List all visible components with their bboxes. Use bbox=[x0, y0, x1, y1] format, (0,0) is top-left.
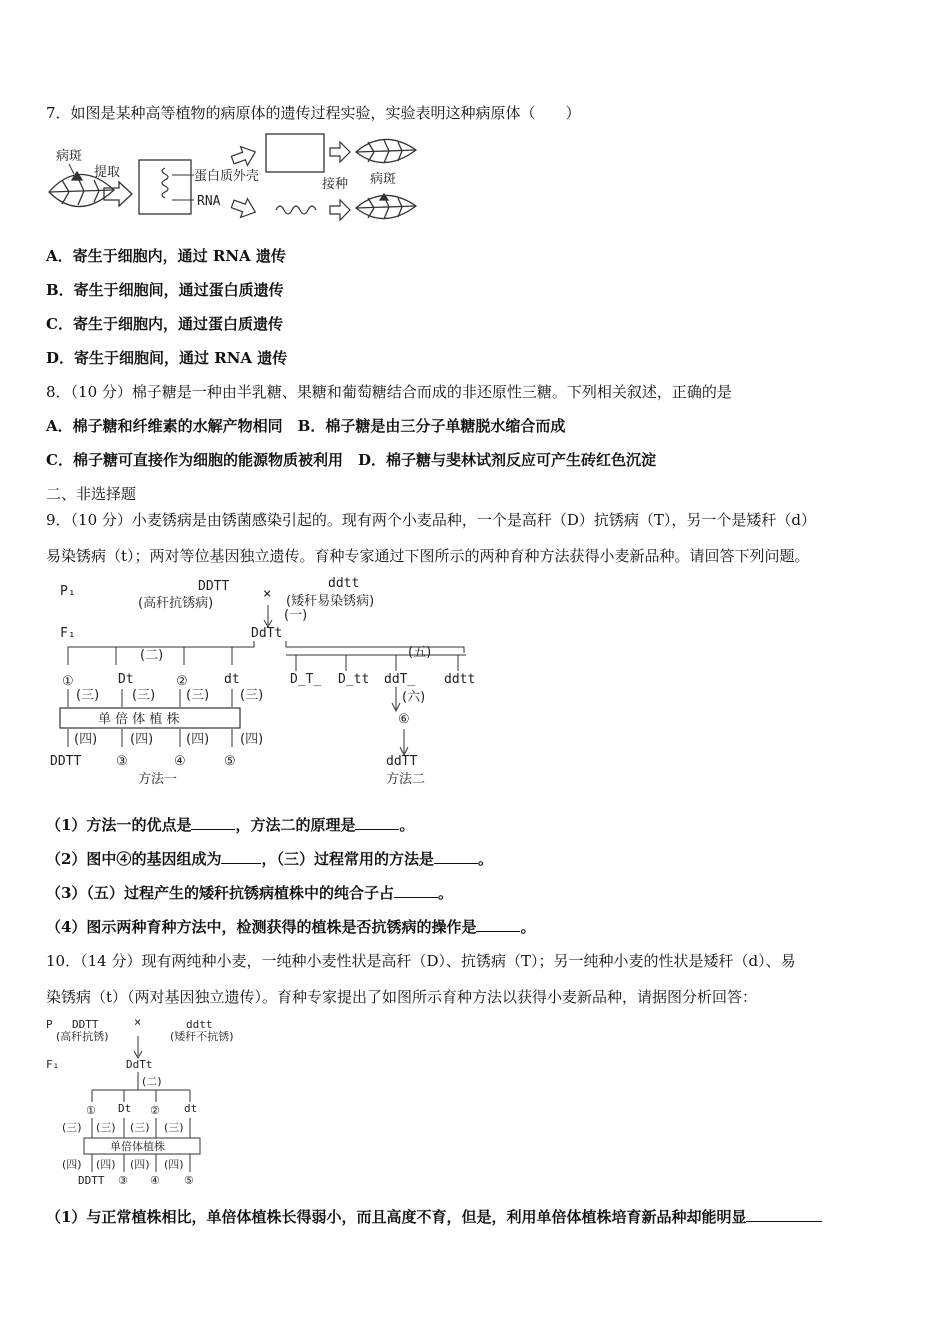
q10-p-label: P bbox=[46, 1018, 53, 1031]
q9-step4-d: (四) bbox=[240, 732, 264, 747]
q10-parent1-desc: (高秆抗锈) bbox=[56, 1030, 109, 1043]
q7-option-c[interactable]: C．寄生于细胞内，通过蛋白质遗传 bbox=[46, 315, 283, 333]
q9-f2-4: ddtt bbox=[444, 672, 476, 687]
q10-haploid-label: 单倍体植株 bbox=[110, 1140, 165, 1153]
q9-f2-2: D_tt bbox=[338, 672, 370, 687]
q9-part2-text-c: 。 bbox=[477, 850, 493, 868]
q9-part2-blank2[interactable] bbox=[434, 863, 478, 864]
q9-six: ⑥ bbox=[398, 712, 410, 727]
q9-parent2: ddtt bbox=[328, 576, 360, 591]
q9-step3-b: (三) bbox=[132, 688, 156, 703]
q9-part4-text-a: （4）图示两种育种方法中，检测获得的植株是否抗锈病的操作是 bbox=[46, 918, 477, 936]
q9-step1: (一) bbox=[284, 608, 308, 623]
q9-part4 bbox=[46, 916, 535, 937]
q10-step3-c: (三) bbox=[130, 1121, 150, 1134]
q9-step6: (六) bbox=[402, 690, 426, 705]
healthy-leaf-right bbox=[356, 139, 416, 163]
q10-step4-b: (四) bbox=[96, 1158, 116, 1171]
q9-parent2-desc: (矮秆易染锈病) bbox=[286, 594, 375, 609]
label-rna: RNA bbox=[197, 194, 221, 209]
q9-figure bbox=[46, 575, 486, 795]
q10-gamete-2: Dt bbox=[118, 1102, 132, 1115]
q9-result-3: ④ bbox=[174, 754, 186, 769]
q9-cross: × bbox=[263, 586, 272, 602]
diseased-leaf-right bbox=[356, 194, 416, 219]
q10-stem-line1: 10．（14 分）现有两纯种小麦，一纯种小麦性状是高秆（D）、抗锈病（T）；另一纯种小麦的性状是矮秆（d）、易 bbox=[46, 952, 796, 970]
q9-f1: DdTt bbox=[251, 626, 283, 641]
q7-stem: 7．如图是某种高等植物的病原体的遗传过程实验，实验表明这种病原体（ ） bbox=[46, 104, 581, 122]
q9-stem-line2: 易染锈病（t）；两对等位基因独立遗传。育种专家通过下图所示的两种育种方法获得小麦新品种。请回答下列问题。 bbox=[46, 547, 810, 565]
q9-parent1: DDTT bbox=[198, 579, 230, 594]
q10-step3-b: (三) bbox=[96, 1121, 116, 1134]
q9-part4-blank[interactable] bbox=[476, 931, 520, 932]
q7-option-d[interactable]: D．寄生于细胞间，通过 RNA 遗传 bbox=[46, 349, 288, 367]
q9-step2: (二) bbox=[140, 648, 164, 663]
q9-p-label: P₁ bbox=[60, 584, 76, 599]
q7-option-b[interactable]: B．寄生于细胞间，通过蛋白质遗传 bbox=[46, 281, 284, 299]
q9-method2: 方法二 bbox=[386, 772, 426, 787]
q10-part1-blank[interactable] bbox=[746, 1221, 822, 1222]
q9-step4-b: (四) bbox=[130, 732, 154, 747]
label-extract: 提取 bbox=[94, 165, 121, 180]
q9-f2-1: D_T_ bbox=[290, 672, 322, 687]
q9-gamete-2: Dt bbox=[118, 672, 134, 687]
q10-f1: DdTt bbox=[126, 1058, 153, 1071]
q10-cross: × bbox=[134, 1015, 142, 1029]
q10-parent2: ddtt bbox=[186, 1018, 213, 1031]
q9-part3-text-a: （3）（五）过程产生的矮秆抗锈病植株中的纯合子占 bbox=[46, 884, 394, 902]
q9-step4-c: (四) bbox=[186, 732, 210, 747]
q9-result-1: DDTT bbox=[50, 754, 82, 769]
q8-options-row1[interactable]: A．棉子糖和纤维素的水解产物相同 B．棉子糖是由三分子单糖脱水缩合而成 bbox=[46, 417, 566, 435]
q9-result-4: ⑤ bbox=[224, 754, 236, 769]
q9-result-2: ③ bbox=[116, 754, 128, 769]
q10-stem-line2: 染锈病（t）（两对基因独立遗传）。育种专家提出了如图所示育种方法以获得小麦新品种，请据图分析回答： bbox=[46, 988, 758, 1006]
q9-gamete-4: dt bbox=[224, 672, 240, 687]
q9-part1-blank2[interactable] bbox=[355, 829, 399, 830]
q9-final: ddTT bbox=[386, 754, 418, 769]
q10-gamete-1: ① bbox=[86, 1104, 96, 1117]
q9-part1-text-b: ，方法二的原理是 bbox=[235, 816, 356, 834]
q9-step3-c: (三) bbox=[186, 688, 210, 703]
q9-part2-text-b: ，（三）过程常用的方法是 bbox=[261, 850, 434, 868]
q9-parent1-desc: (高秆抗锈病) bbox=[138, 596, 214, 611]
q10-gamete-3: ② bbox=[150, 1104, 160, 1117]
label-spot-left: 病斑 bbox=[56, 149, 83, 164]
q9-f2-3: ddT_ bbox=[384, 672, 416, 687]
q10-step4-a: (四) bbox=[62, 1158, 82, 1171]
q10-result-2: ③ bbox=[118, 1174, 128, 1187]
q9-part1 bbox=[46, 814, 414, 835]
q9-part1-text-a: （1）方法一的优点是 bbox=[46, 816, 192, 834]
label-protein: 蛋白质外壳 bbox=[194, 169, 260, 184]
q10-part1-text: （1）与正常植株相比，单倍体植株长得弱小，而且高度不育，但是，利用单倍体植株培育新品种却能明显 bbox=[46, 1208, 747, 1226]
q9-step3-a: (三) bbox=[76, 688, 100, 703]
q9-f-label: F₁ bbox=[60, 626, 76, 641]
q10-step3-a: (三) bbox=[62, 1121, 82, 1134]
q9-method1: 方法一 bbox=[138, 772, 178, 787]
q9-step4-a: (四) bbox=[74, 732, 98, 747]
q10-parent2-desc: (矮秆不抗锈) bbox=[170, 1030, 234, 1043]
q10-gamete-4: dt bbox=[184, 1102, 198, 1115]
q9-part2-blank1[interactable] bbox=[221, 863, 261, 864]
q9-part3 bbox=[46, 882, 453, 903]
q10-parent1: DDTT bbox=[72, 1018, 99, 1031]
q9-stem-line1: 9．（10 分）小麦锈病是由锈菌感染引起的。现有两个小麦品种，一个是高秆（D）抗锈病（T），另一个是矮秆（d） bbox=[46, 511, 817, 529]
q9-gamete-1: ① bbox=[62, 674, 74, 689]
q9-part3-text-b: 。 bbox=[437, 884, 453, 902]
q10-f-label: F₁ bbox=[46, 1058, 60, 1071]
section-heading: 二、非选择题 bbox=[46, 485, 137, 503]
q8-stem: 8．（10 分）棉子糖是一种由半乳糖、果糖和葡萄糖结合而成的非还原性三糖。下列相关叙述，正确的是 bbox=[46, 383, 732, 401]
rna-strand bbox=[276, 206, 316, 214]
q10-step4-c: (四) bbox=[130, 1158, 150, 1171]
label-inoculate: 接种 bbox=[322, 177, 349, 192]
q10-result-1: DDTT bbox=[78, 1174, 105, 1187]
q9-part3-blank[interactable] bbox=[394, 897, 438, 898]
q10-result-4: ⑤ bbox=[184, 1174, 194, 1187]
q9-part2-text-a: （2）图中④的基因组成为 bbox=[46, 850, 222, 868]
q9-part4-text-b: 。 bbox=[520, 918, 536, 936]
q7-option-a[interactable]: A．寄生于细胞内，通过 RNA 遗传 bbox=[46, 247, 286, 265]
protein-box bbox=[266, 134, 324, 172]
q7-figure bbox=[44, 130, 424, 225]
q10-part1 bbox=[46, 1206, 822, 1227]
q9-step5: (五) bbox=[408, 645, 432, 660]
q10-step2: (二) bbox=[142, 1075, 162, 1088]
q10-result-3: ④ bbox=[150, 1174, 160, 1187]
q9-step3-d: (三) bbox=[240, 688, 264, 703]
q9-part1-blank1[interactable] bbox=[191, 829, 235, 830]
q9-part1-text-c: 。 bbox=[399, 816, 415, 834]
q10-figure bbox=[44, 1014, 284, 1190]
q9-haploid-label: 单 倍 体 植 株 bbox=[98, 712, 180, 727]
label-spot-right: 病斑 bbox=[370, 172, 397, 187]
q9-part2 bbox=[46, 848, 493, 869]
q10-step3-d: (三) bbox=[164, 1121, 184, 1134]
q9-gamete-3: ② bbox=[176, 674, 188, 689]
q10-step4-d: (四) bbox=[164, 1158, 184, 1171]
q8-options-row2[interactable]: C．棉子糖可直接作为细胞的能源物质被利用 D．棉子糖与斐林试剂反应可产生砖红色沉淀 bbox=[46, 451, 656, 469]
